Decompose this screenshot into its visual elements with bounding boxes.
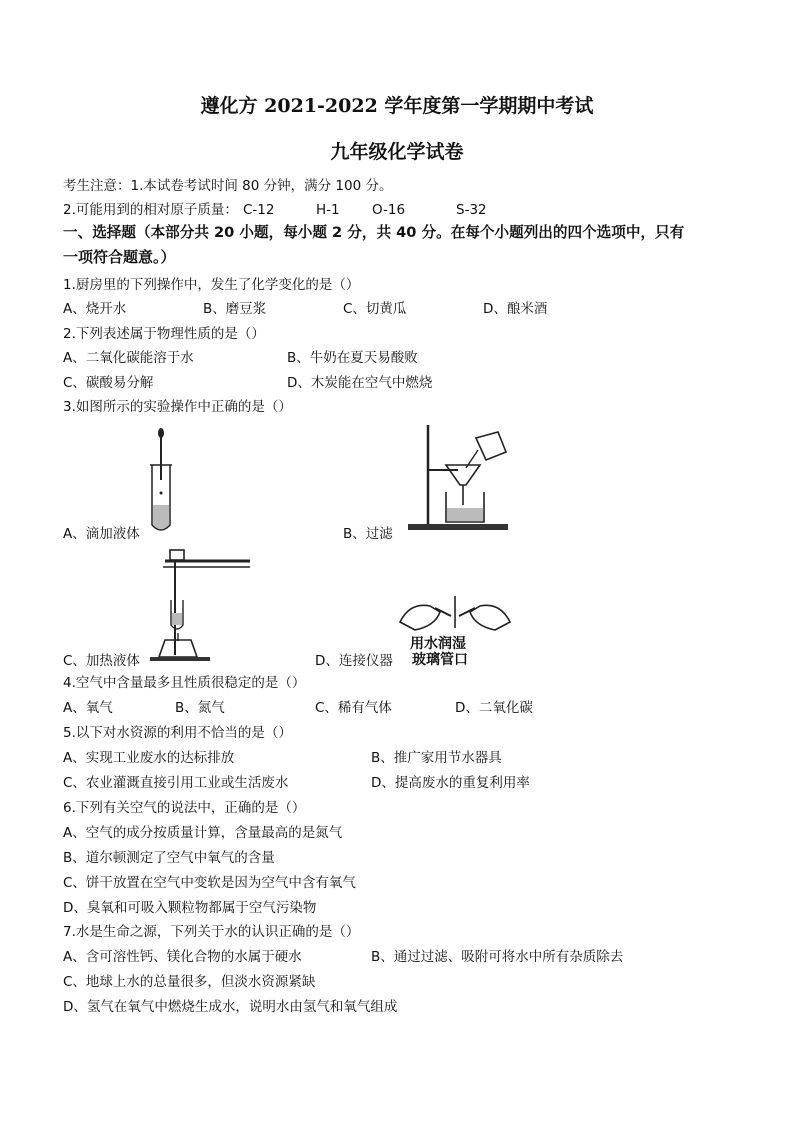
question-6-stem: 6.下列有关空气的说法中，正确的是（） <box>63 800 306 816</box>
q5-option-d: D、提高废水的重复利用率 <box>371 775 530 791</box>
section-heading-line-1: 一、选择题（本部分共 20 小题，每小题 2 分，共 40 分。在每个小题列出的四个选项中，只有 <box>63 224 685 241</box>
q1-option-d: D、酿米酒 <box>483 301 548 317</box>
q1-option-a: A、烧开水 <box>63 301 127 317</box>
connect-apparatus-figure <box>395 592 515 637</box>
q2-option-b: B、牛奶在夏天易酸败 <box>287 350 418 366</box>
q4-option-b: B、氮气 <box>175 700 225 716</box>
exam-title: 遵化方 2021-2022 学年度第一学期期中考试 <box>200 95 594 117</box>
dropper-test-tube-figure <box>140 425 190 535</box>
q3-option-a: A、滴加液体 <box>63 526 140 542</box>
q1-option-b: B、磨豆浆 <box>203 301 267 317</box>
figure-caption-line-2: 玻璃管口 <box>412 652 468 668</box>
section-heading-line-2: 一项符合题意。） <box>63 248 176 266</box>
q6-option-a: A、空气的成分按质量计算，含量最高的是氮气 <box>63 825 343 841</box>
q5-option-c: C、农业灌溉直接引用工业或生活废水 <box>63 775 289 791</box>
q3-option-d: D、连接仪器 <box>315 653 393 669</box>
q1-option-c: C、切黄瓜 <box>343 301 407 317</box>
q4-option-c: C、稀有气体 <box>315 700 392 716</box>
q5-option-b: B、推广家用节水器具 <box>371 750 502 766</box>
q6-option-b: B、道尔顿测定了空气中氧气的含量 <box>63 850 275 866</box>
atomic-mass-label: 2.可能用到的相对原子质量： <box>63 202 238 218</box>
q7-option-c: C、地球上水的总量很多，但淡水资源紧缺 <box>63 974 316 990</box>
q6-option-c: C、饼干放置在空气中变软是因为空气中含有氧气 <box>63 875 356 891</box>
mass-s: S-32 <box>456 202 487 218</box>
notice-line-2 <box>63 201 238 219</box>
mass-h: H-1 <box>316 202 340 218</box>
question-1-stem: 1.厨房里的下列操作中，发生了化学变化的是（） <box>63 277 360 293</box>
exam-subtitle: 九年级化学试卷 <box>330 141 464 163</box>
q6-option-d: D、臭氧和可吸入颗粒物都属于空气污染物 <box>63 900 317 916</box>
figure-caption-line-1: 用水润湿 <box>410 636 466 652</box>
q7-option-b: B、通过过滤、吸附可将水中所有杂质除去 <box>371 949 624 965</box>
notice-line-1: 考生注意：1.本试卷考试时间 80 分钟，满分 100 分。 <box>63 178 393 194</box>
q4-option-d: D、二氧化碳 <box>455 700 533 716</box>
q2-option-c: C、碳酸易分解 <box>63 375 154 391</box>
q7-option-a: A、含可溶性钙、镁化合物的水属于硬水 <box>63 949 302 965</box>
q2-option-d: D、木炭能在空气中燃烧 <box>287 375 433 391</box>
heating-liquid-figure <box>145 545 255 665</box>
q3-option-b: B、过滤 <box>343 526 393 542</box>
question-3-stem: 3.如图所示的实验操作中正确的是（） <box>63 399 292 415</box>
question-2-stem: 2.下列表述属于物理性质的是（） <box>63 326 265 342</box>
q4-option-a: A、氧气 <box>63 700 113 716</box>
mass-c: C-12 <box>243 202 275 218</box>
mass-o: O-16 <box>372 202 406 218</box>
question-4-stem: 4.空气中含量最多且性质很稳定的是（） <box>63 675 306 691</box>
q2-option-a: A、二氧化碳能溶于水 <box>63 350 194 366</box>
question-7-stem: 7.水是生命之源，下列关于水的认识正确的是（） <box>63 924 360 940</box>
filtration-figure <box>398 420 523 532</box>
q5-option-a: A、实现工业废水的达标排放 <box>63 750 235 766</box>
question-5-stem: 5.以下对水资源的利用不恰当的是（） <box>63 725 292 741</box>
q7-option-d: D、氢气在氧气中燃烧生成水，说明水由氢气和氧气组成 <box>63 999 398 1015</box>
q3-option-c: C、加热液体 <box>63 653 140 669</box>
